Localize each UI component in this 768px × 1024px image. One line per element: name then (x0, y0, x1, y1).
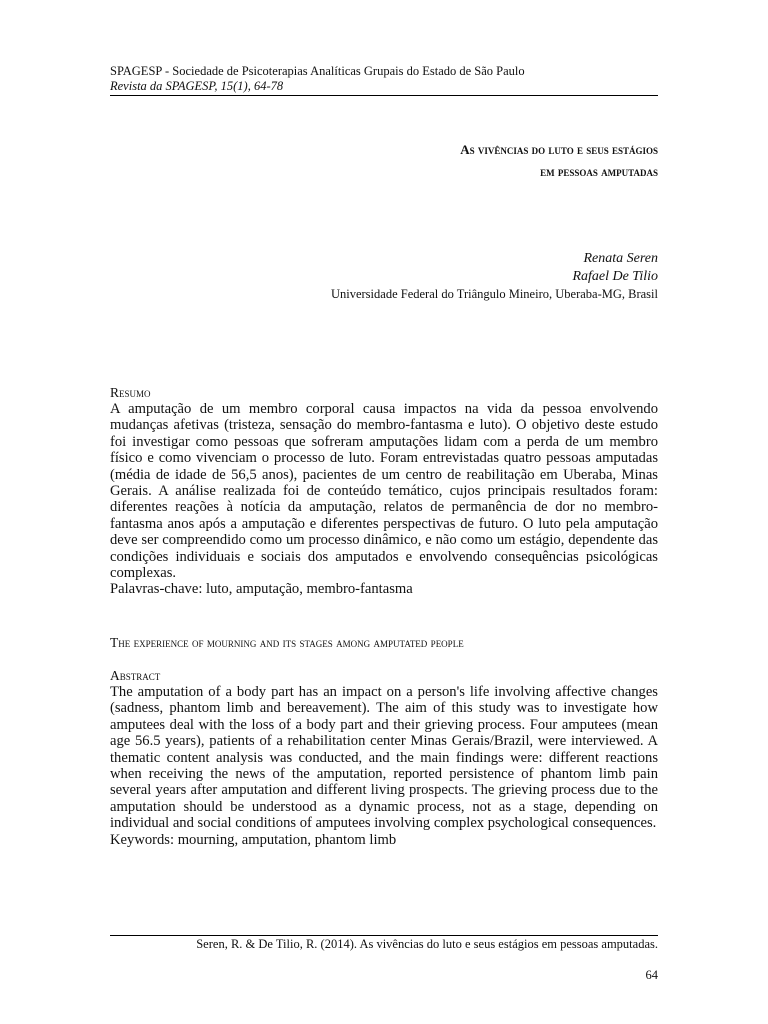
abstract-section (110, 668, 658, 848)
footer-rule (110, 935, 658, 936)
title-line-1: As vivências do luto e seus estágios (460, 142, 658, 157)
english-title: The experience of mourning and its stages among amputated people (110, 635, 464, 650)
abstract-keywords: Keywords: mourning, amputation, phantom limb (110, 831, 397, 848)
resumo-section (110, 385, 658, 598)
abstract-text: The amputation of a body part has an impact on a person's life involving affective changes (sadness, phantom limb and bereavement). The aim of this study was to investigate how amputees deal with the loss of a body part and their grieving process. Four amputees (mean age 56.5 years), patients of a rehabilitation center Minas Gerais/Brazil, were interviewed. A thematic content analysis was conducted, and the main findings were: different reactions when receiving the news of the amputation, reported persistence of phantom limb pain several years after amputation and different living prospects. The grieving process due to the amputation should be understood as a dynamic process, not as a stage, depending on individual and social conditions of amputees involving complex psychological consequences. (110, 684, 658, 832)
author-affiliation: Universidade Federal do Triângulo Mineiro, Uberaba-MG, Brasil (330, 287, 658, 301)
footer-citation: Seren, R. & De Tilio, R. (2014). As vivências do luto e seus estágios em pessoas amputadas. (196, 937, 658, 951)
abstract-heading: Abstract (110, 668, 161, 683)
journal-name: SPAGESP - Sociedade de Psicoterapias Analíticas Grupais do Estado de São Paulo (110, 64, 525, 78)
resumo-text: A amputação de um membro corporal causa impactos na vida da pessoa envolvendo mudanças afetivas (tristeza, sensação do membro-fantasma e luto). O objetivo deste estudo foi investigar como pessoas que sofreram amputações lidam com a perda de um membro físico e como vivenciam o processo de luto. Foram entrevistadas quatro pessoas amputadas (média de idade de 56,5 anos), pacientes de um centro de reabilitação em Uberaba, Minas Gerais. A análise realizada foi de conteúdo temático, cujos principais resultados foram: diferentes reações à notícia da amputação, relatos de permanência de dor no membro-fantasma anos após a amputação e diferentes perspectivas de futuro. O luto pela amputação deve ser compreendido como um processo dinâmico, e não como um estágio, dependente das condições individuais e sociais dos amputados e envolvendo consequências psicológicas complexas. (110, 401, 658, 582)
resumo-keywords: Palavras-chave: luto, amputação, membro-fantasma (110, 581, 413, 598)
running-header (110, 64, 658, 94)
resumo-heading: Resumo (110, 385, 151, 400)
article-title (460, 139, 658, 183)
title-line-2: em pessoas amputadas (540, 164, 658, 179)
header-rule (110, 95, 658, 96)
author-name: Rafael De Tilio (572, 269, 658, 284)
author-name: Renata Seren (583, 251, 658, 266)
journal-citation: Revista da SPAGESP, 15(1), 64-78 (110, 79, 284, 93)
page-number: 64 (645, 968, 658, 982)
author-block (331, 250, 658, 302)
